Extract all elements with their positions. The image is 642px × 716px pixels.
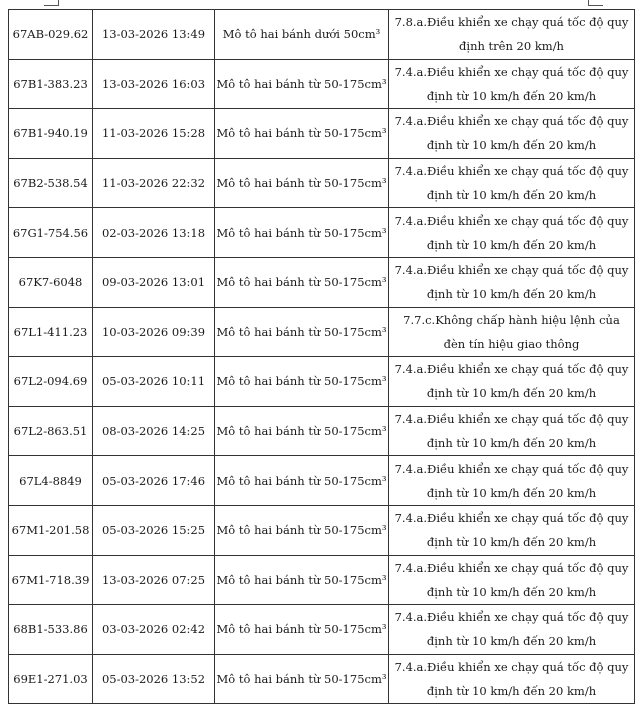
time-cell: 11-03-2026 15:28 bbox=[93, 109, 215, 159]
time-cell: 05-03-2026 17:46 bbox=[93, 456, 215, 506]
vehicle-type-cell: Mô tô hai bánh dưới 50cm³ bbox=[215, 10, 389, 60]
violation-cell: 7.4.a.Điều khiển xe chạy quá tốc độ quy định từ 10 km/h đến 20 km/h bbox=[389, 109, 635, 159]
vehicle-type-cell: Mô tô hai bánh từ 50-175cm³ bbox=[215, 208, 389, 258]
time-cell: 13-03-2026 13:49 bbox=[93, 10, 215, 60]
table-row bbox=[9, 59, 635, 109]
crop-mark-right-horizontal bbox=[589, 5, 603, 6]
plate-cell: 67G1-754.56 bbox=[9, 208, 93, 258]
table-row bbox=[9, 605, 635, 655]
time-cell: 13-03-2026 07:25 bbox=[93, 555, 215, 605]
time-cell: 13-03-2026 16:03 bbox=[93, 59, 215, 109]
table-row bbox=[9, 257, 635, 307]
table-row bbox=[9, 505, 635, 555]
vehicle-type-cell: Mô tô hai bánh từ 50-175cm³ bbox=[215, 59, 389, 109]
table-row bbox=[9, 456, 635, 506]
vehicle-type-cell: Mô tô hai bánh từ 50-175cm³ bbox=[215, 158, 389, 208]
table-row bbox=[9, 357, 635, 407]
violation-cell: 7.8.a.Điều khiển xe chạy quá tốc độ quy định trên 20 km/h bbox=[389, 10, 635, 60]
plate-cell: 67L2-863.51 bbox=[9, 406, 93, 456]
table-row bbox=[9, 208, 635, 258]
violations-table bbox=[8, 9, 635, 704]
vehicle-type-cell: Mô tô hai bánh từ 50-175cm³ bbox=[215, 109, 389, 159]
table-row bbox=[9, 654, 635, 704]
violation-cell: 7.4.a.Điều khiển xe chạy quá tốc độ quy định từ 10 km/h đến 20 km/h bbox=[389, 605, 635, 655]
vehicle-type-cell: Mô tô hai bánh từ 50-175cm³ bbox=[215, 456, 389, 506]
violation-cell: 7.4.a.Điều khiển xe chạy quá tốc độ quy định từ 10 km/h đến 20 km/h bbox=[389, 456, 635, 506]
table-row bbox=[9, 158, 635, 208]
vehicle-type-cell: Mô tô hai bánh từ 50-175cm³ bbox=[215, 406, 389, 456]
violation-cell: 7.4.a.Điều khiển xe chạy quá tốc độ quy định từ 10 km/h đến 20 km/h bbox=[389, 257, 635, 307]
violation-cell: 7.4.a.Điều khiển xe chạy quá tốc độ quy định từ 10 km/h đến 20 km/h bbox=[389, 59, 635, 109]
time-cell: 02-03-2026 13:18 bbox=[93, 208, 215, 258]
plate-cell: 67AB-029.62 bbox=[9, 10, 93, 60]
vehicle-type-cell: Mô tô hai bánh từ 50-175cm³ bbox=[215, 357, 389, 407]
time-cell: 08-03-2026 14:25 bbox=[93, 406, 215, 456]
plate-cell: 67L4-8849 bbox=[9, 456, 93, 506]
crop-mark-left-horizontal bbox=[44, 5, 58, 6]
table-row bbox=[9, 307, 635, 357]
vehicle-type-cell: Mô tô hai bánh từ 50-175cm³ bbox=[215, 505, 389, 555]
time-cell: 03-03-2026 02:42 bbox=[93, 605, 215, 655]
crop-mark-left bbox=[58, 0, 59, 6]
violation-cell: 7.4.a.Điều khiển xe chạy quá tốc độ quy định từ 10 km/h đến 20 km/h bbox=[389, 357, 635, 407]
violation-cell: 7.4.a.Điều khiển xe chạy quá tốc độ quy định từ 10 km/h đến 20 km/h bbox=[389, 654, 635, 704]
violation-cell: 7.7.c.Không chấp hành hiệu lệnh của đèn tín hiệu giao thông bbox=[389, 307, 635, 357]
time-cell: 05-03-2026 15:25 bbox=[93, 505, 215, 555]
plate-cell: 68B1-533.86 bbox=[9, 605, 93, 655]
plate-cell: 67B1-383.23 bbox=[9, 59, 93, 109]
table-row bbox=[9, 109, 635, 159]
time-cell: 10-03-2026 09:39 bbox=[93, 307, 215, 357]
plate-cell: 67L2-094.69 bbox=[9, 357, 93, 407]
plate-cell: 67K7-6048 bbox=[9, 257, 93, 307]
vehicle-type-cell: Mô tô hai bánh từ 50-175cm³ bbox=[215, 555, 389, 605]
violation-cell: 7.4.a.Điều khiển xe chạy quá tốc độ quy định từ 10 km/h đến 20 km/h bbox=[389, 406, 635, 456]
violation-cell: 7.4.a.Điều khiển xe chạy quá tốc độ quy định từ 10 km/h đến 20 km/h bbox=[389, 505, 635, 555]
plate-cell: 67L1-411.23 bbox=[9, 307, 93, 357]
vehicle-type-cell: Mô tô hai bánh từ 50-175cm³ bbox=[215, 654, 389, 704]
plate-cell: 67M1-201.58 bbox=[9, 505, 93, 555]
table-row bbox=[9, 555, 635, 605]
table-row bbox=[9, 10, 635, 60]
time-cell: 09-03-2026 13:01 bbox=[93, 257, 215, 307]
violations-table-body bbox=[9, 10, 635, 704]
plate-cell: 67B2-538.54 bbox=[9, 158, 93, 208]
time-cell: 11-03-2026 22:32 bbox=[93, 158, 215, 208]
plate-cell: 67B1-940.19 bbox=[9, 109, 93, 159]
time-cell: 05-03-2026 10:11 bbox=[93, 357, 215, 407]
vehicle-type-cell: Mô tô hai bánh từ 50-175cm³ bbox=[215, 605, 389, 655]
vehicle-type-cell: Mô tô hai bánh từ 50-175cm³ bbox=[215, 257, 389, 307]
plate-cell: 67M1-718.39 bbox=[9, 555, 93, 605]
violation-cell: 7.4.a.Điều khiển xe chạy quá tốc độ quy định từ 10 km/h đến 20 km/h bbox=[389, 158, 635, 208]
plate-cell: 69E1-271.03 bbox=[9, 654, 93, 704]
table-row bbox=[9, 406, 635, 456]
vehicle-type-cell: Mô tô hai bánh từ 50-175cm³ bbox=[215, 307, 389, 357]
violation-cell: 7.4.a.Điều khiển xe chạy quá tốc độ quy định từ 10 km/h đến 20 km/h bbox=[389, 208, 635, 258]
violation-cell: 7.4.a.Điều khiển xe chạy quá tốc độ quy định từ 10 km/h đến 20 km/h bbox=[389, 555, 635, 605]
time-cell: 05-03-2026 13:52 bbox=[93, 654, 215, 704]
